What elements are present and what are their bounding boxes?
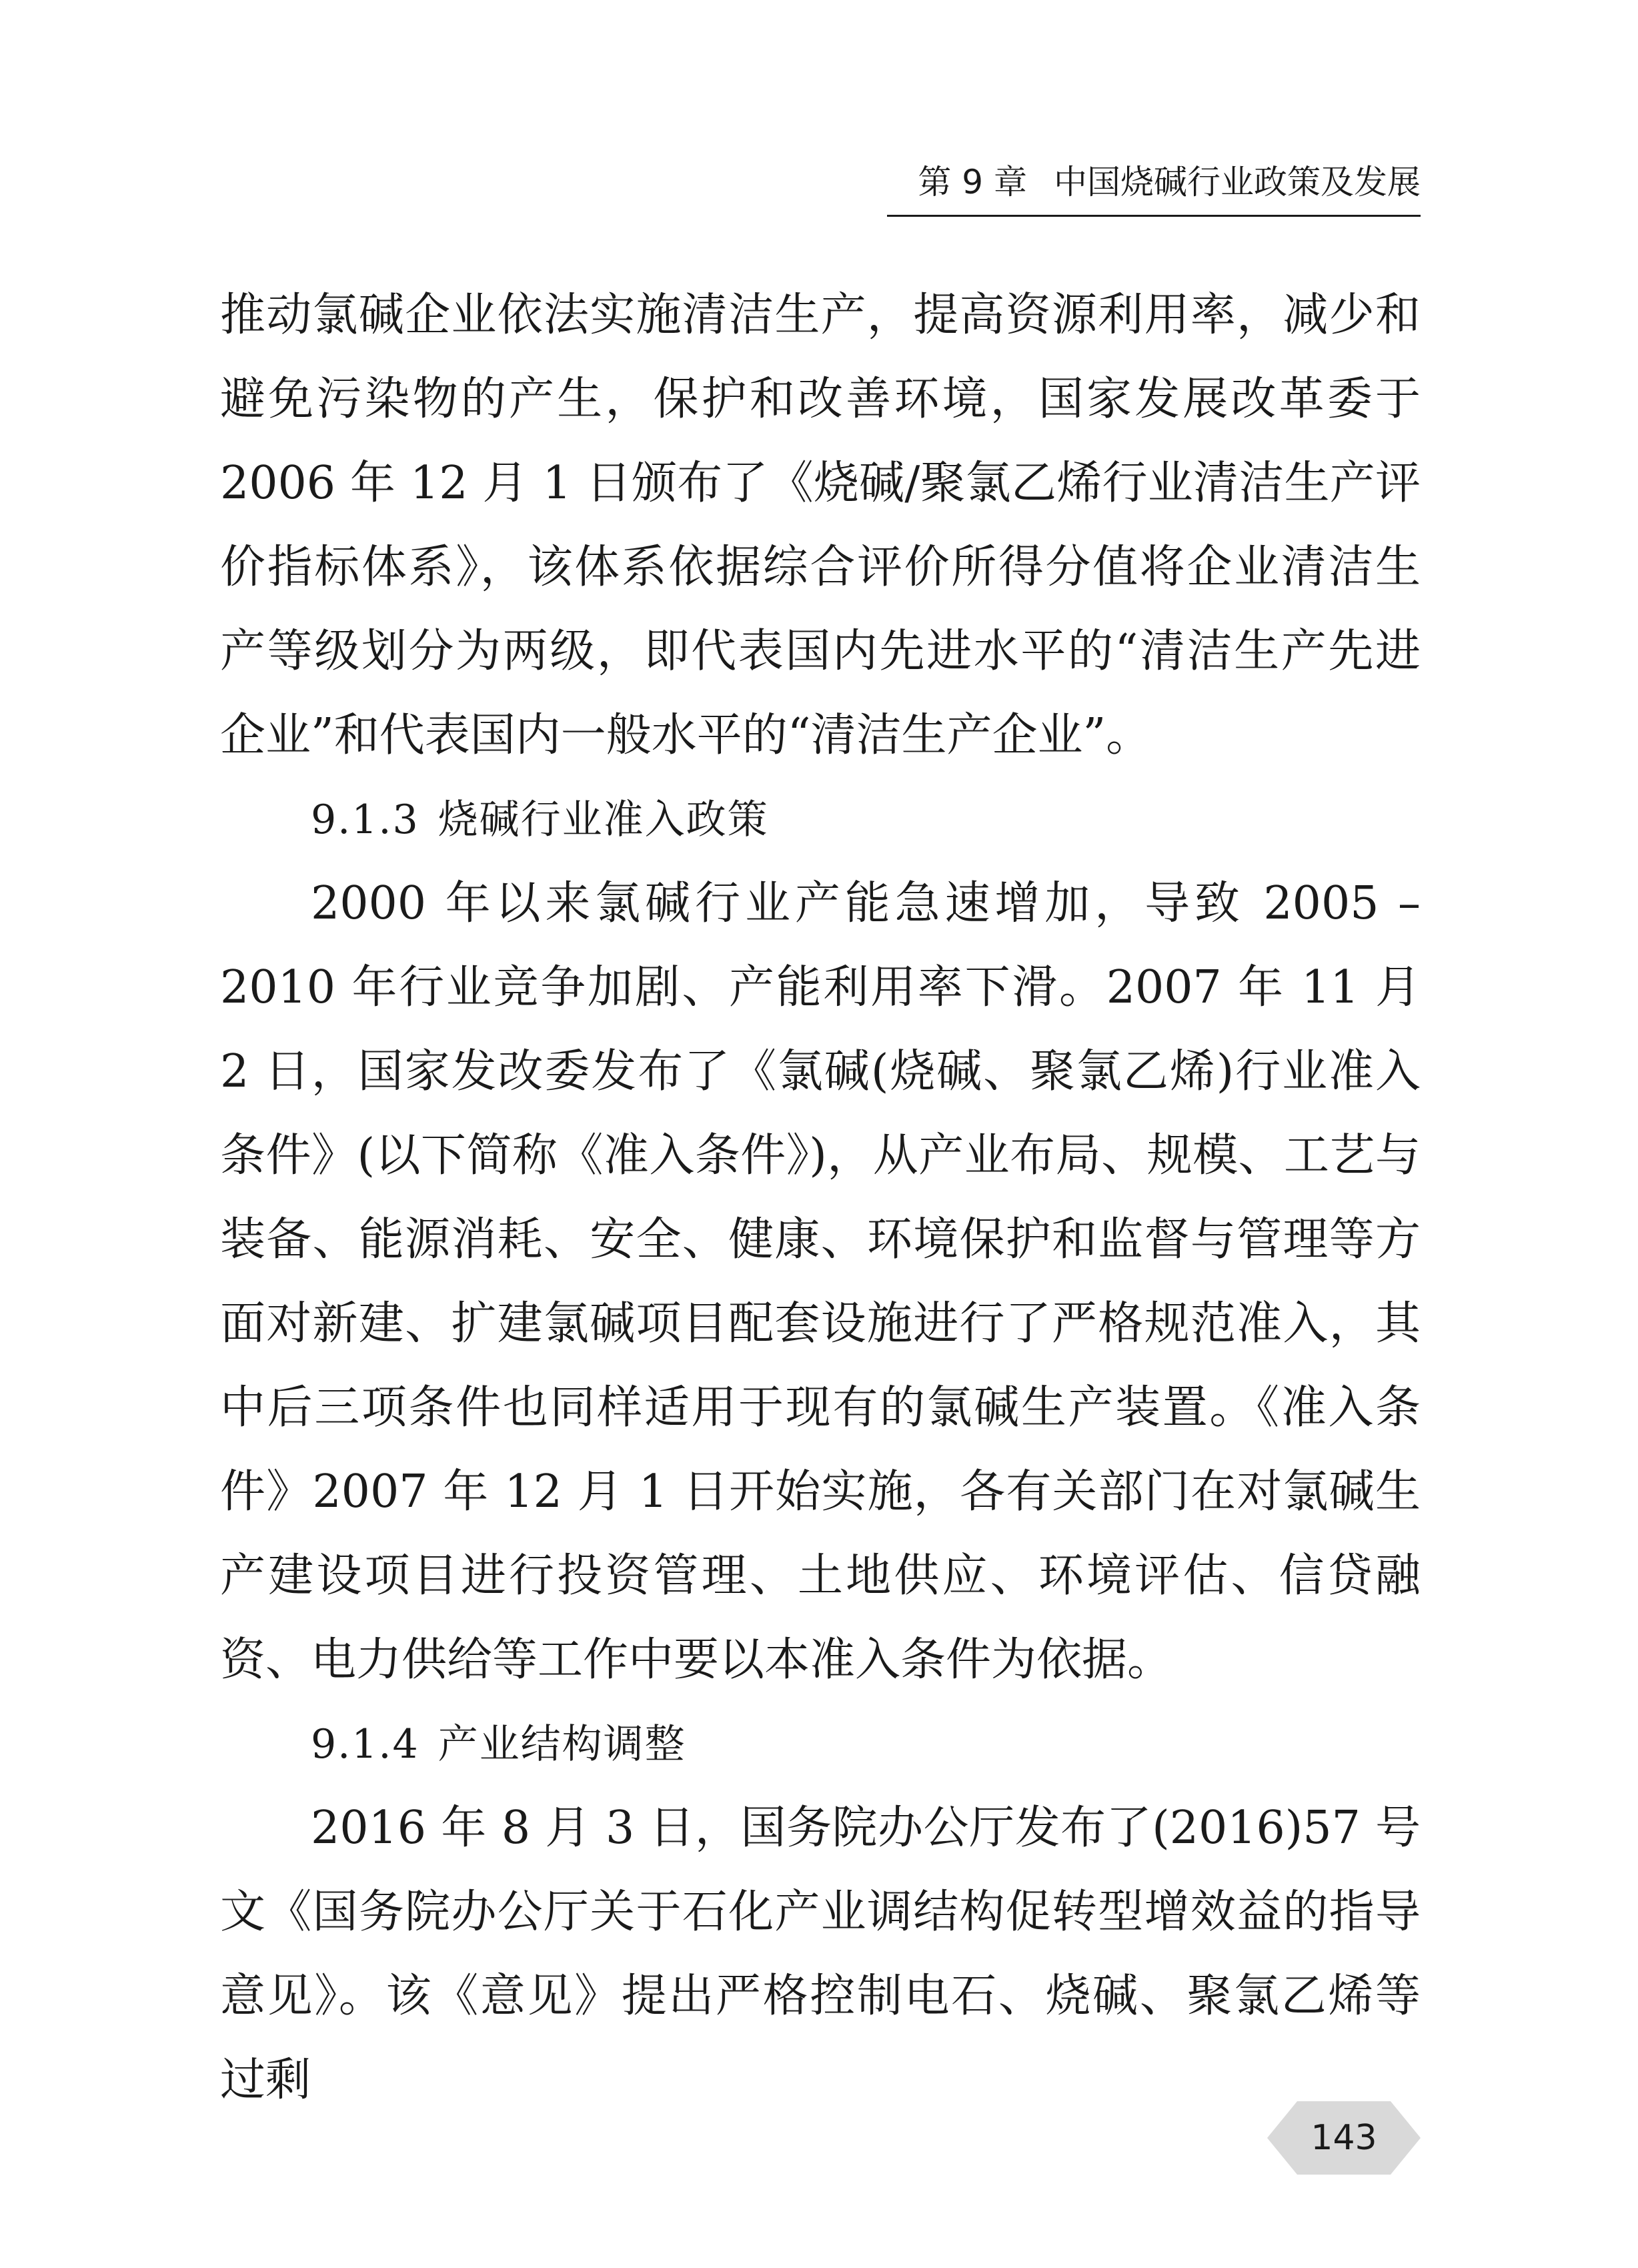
chapter-title: 中国烧碱行业政策及发展	[1054, 163, 1421, 201]
chapter-number: 第 9 章	[918, 163, 1027, 201]
page-number-badge	[1267, 2101, 1421, 2175]
paragraph-clean-production: 推动氯碱企业依法实施清洁生产，提高资源利用率，减少和避免污染物的产生，保护和改善环境，国家发展改革委于 2006 年 12 月 1 日颁布了《烧碱/聚氯乙烯行业清洁生产评价指标体系》，该体系依据综合评价所得分值将企业清洁生产等级划分为两级，即代表国内先进水平的“清洁生产先进企业”和代表国内一般水平的“清洁生产企业”。	[220, 289, 1421, 762]
section-heading-9-1-3	[220, 778, 1421, 862]
section-title: 产业结构调整	[438, 1721, 686, 1768]
running-header	[887, 159, 1421, 205]
section-number: 9.1.4	[311, 1721, 420, 1768]
paragraph-access-conditions: 2000 年以来氯碱行业产能急速增加，导致 2005 –2010 年行业竞争加剧、产能利用率下滑。2007 年 11 月 2 日，国家发改委发布了《氯碱(烧碱、聚氯乙烯)行业准入条件》(以下简称《准入条件》)，从产业布局、规模、工艺与装备、能源消耗、安全、健康、环境保护和监督与管理等方面对新建、扩建氯碱项目配套设施进行了严格规范准入，其中后三项条件也同样适用于现有的氯碱生产装置。《准入条件》2007 年 12 月 1 日开始实施，各有关部门在对氯碱生产建设项目进行投资管理、土地供应、环境评估、信贷融资、电力供给等工作中要以本准入条件为依据。	[220, 877, 1421, 1686]
header-rule	[887, 215, 1421, 217]
page-number: 143	[1311, 2118, 1377, 2158]
section-heading-9-1-4	[220, 1702, 1421, 1786]
body-text	[220, 273, 1421, 2123]
paragraph-structure-adjustment: 2016 年 8 月 3 日，国务院办公厅发布了(2016)57 号文《国务院办公厅关于石化产业调结构促转型增效益的指导意见》。该《意见》提出严格控制电石、烧碱、聚氯乙烯等过剩	[220, 1802, 1421, 2107]
section-number: 9.1.3	[311, 796, 420, 843]
section-title: 烧碱行业准入政策	[438, 796, 769, 843]
